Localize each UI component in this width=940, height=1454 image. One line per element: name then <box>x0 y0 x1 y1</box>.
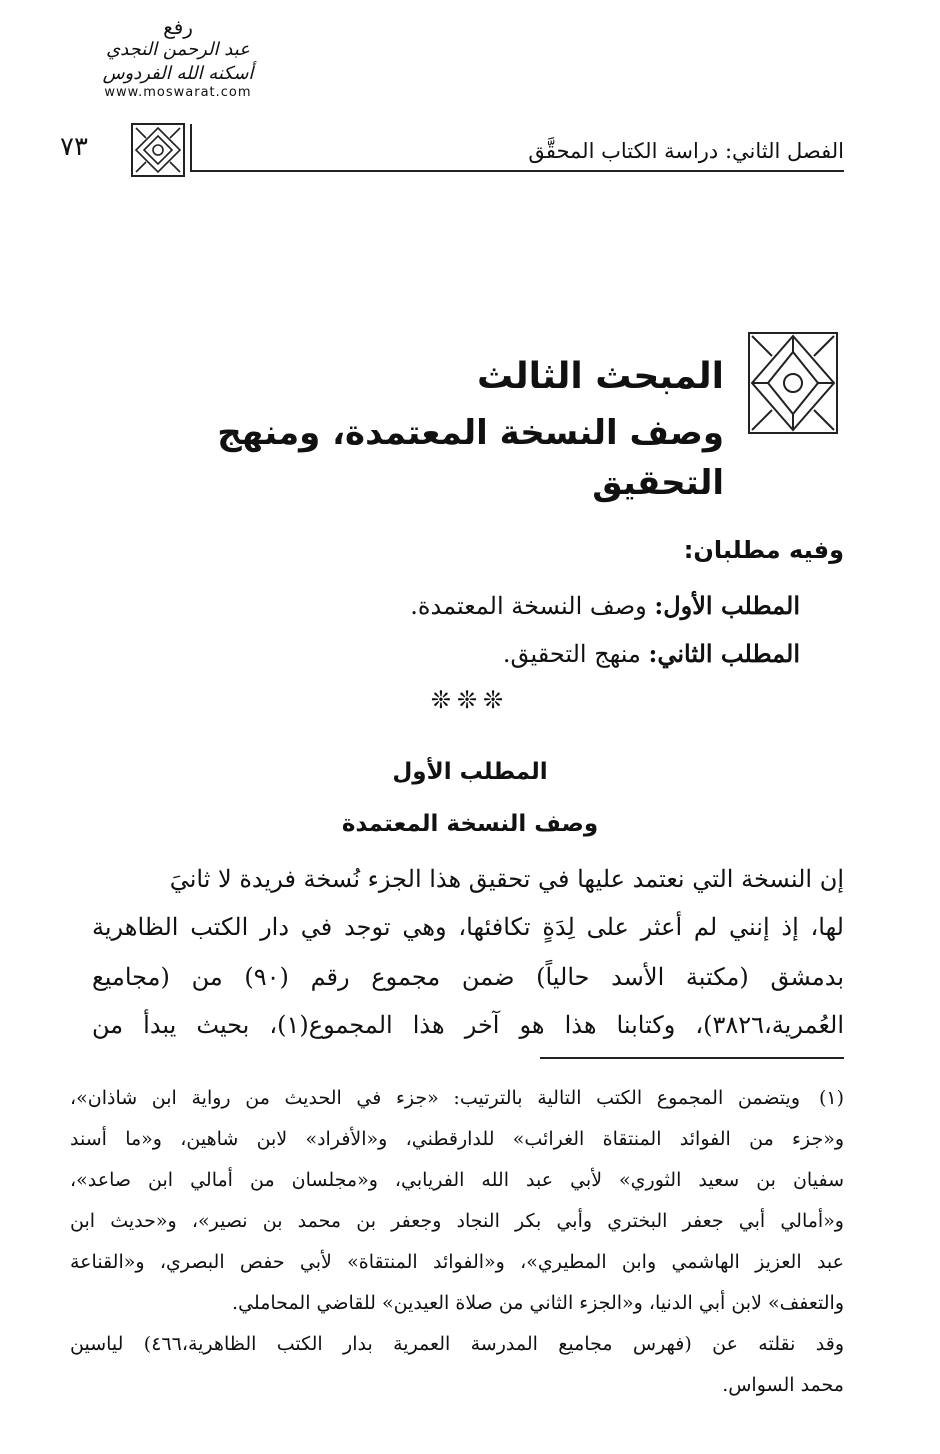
page-number: ٧٣ <box>60 132 88 162</box>
footnote-line: محمد السواس. <box>722 1374 844 1396</box>
toc-item-text: منهج التحقيق. <box>502 640 641 668</box>
footnote-line: وقد نقلته عن (فهرس مجاميع المدرسة العمرية بدار الكتب الظاهرية،٤٦٦) لياسين <box>70 1333 844 1355</box>
footnote-line: والتعفف» لابن أبي الدنيا، و«الجزء الثاني من صلاة العيدين» للقاضي المحاملي. <box>232 1292 844 1314</box>
footnote-line: و«أمالي أبي جعفر البختري وأبي بكر النجاد وجعفر بن محمد بن نصير»، و«حديث ابن <box>70 1210 844 1232</box>
body-line: العُمرية،٣٨٢٦)، وكتابنا هذا هو آخر هذا المجموع(١)، بحيث يبدأ من <box>92 1011 844 1039</box>
watermark-logo <box>58 16 298 124</box>
footnote-line <box>70 1080 844 1116</box>
subsection-subtitle: وصف النسخة المعتمدة <box>341 811 599 837</box>
footnote-marker: (١) <box>818 1087 844 1109</box>
watermark-line-3: أسكنه الله الفردوس <box>102 63 254 84</box>
subsection-title: المطلب الأول <box>392 759 548 785</box>
toc-item-label: المطلب الأول: <box>654 591 800 620</box>
ornament-icon <box>130 122 186 178</box>
footnote-line: و«جزء من الفوائد المنتقاة الغرائب» للدارقطني، و«الأفراد» لابن شاهين، و«ما أسند <box>70 1128 844 1150</box>
body-line: بدمشق (مكتبة الأسد حالياً) ضمن مجموع رقم (٩٠) من (مجاميع <box>92 963 844 991</box>
header-divider <box>190 124 192 170</box>
footnote-line: سفيان بن سعيد الثوري» لأبي عبد الله الفريابي، و«مجلسان من أمالي ابن صاعد»، <box>70 1169 844 1191</box>
toc-item-label: المطلب الثاني: <box>648 639 800 668</box>
ornament-icon <box>746 330 840 436</box>
footnote-line: عبد العزيز الهاشمي وابن المطيري»، و«الفوائد المنتقاة» لأبي حفص البصري، و«القناعة <box>70 1251 844 1273</box>
separator-stars: ❊❊❊ <box>430 686 510 714</box>
toc-item <box>200 584 800 628</box>
toc-item-text: وصف النسخة المعتمدة. <box>410 592 647 620</box>
header-rule <box>190 170 844 172</box>
toc-item <box>200 632 800 676</box>
footnote-rule <box>540 1057 844 1059</box>
intro-line: وفيه مطلبان: <box>683 536 844 564</box>
watermark-url: www.moswarat.com <box>104 85 252 100</box>
section-subtitle: وصف النسخة المعتمدة، ومنهج التحقيق <box>217 413 724 503</box>
running-title: الفصل الثاني: دراسة الكتاب المحقَّق <box>528 139 844 163</box>
watermark-line-1: رفع <box>163 15 193 39</box>
body-line: لها، إذ إنني لم أعثر على لِدَةٍ تكافئها، وهي توجد في دار الكتب الظاهرية <box>92 913 844 941</box>
section-title: المبحث الثالث <box>477 356 724 397</box>
footnote-text: ويتضمن المجموع الكتب التالية بالترتيب: «جزء في الحديث من رواية ابن شاذان»، <box>70 1087 800 1109</box>
watermark-line-2: عبد الرحمن النجدي <box>106 39 250 60</box>
body-line: إن النسخة التي نعتمد عليها في تحقيق هذا الجزء نُسخة فريدة لا ثانيَ <box>169 865 844 893</box>
